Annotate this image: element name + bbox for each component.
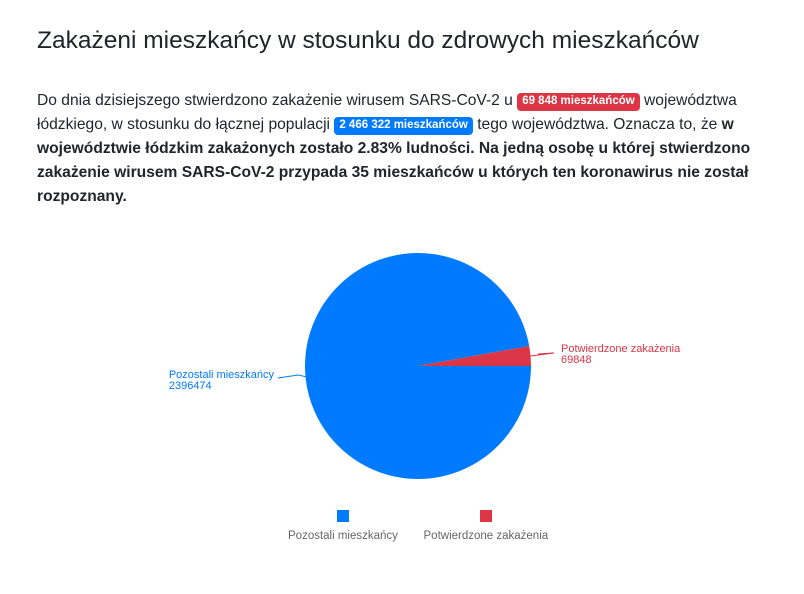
callout-line-potwierdzone-zakazenia <box>531 353 554 356</box>
callout-line-pozostali-mieszkancy <box>278 375 306 378</box>
population-count-badge: 2 466 322 mieszkańców <box>334 117 473 135</box>
callout-value-pozostali-mieszkancy: 2396474 <box>168 380 212 392</box>
summary-bold-text: w województwie łódzkim zakażonych zostało 2.83% ludności. Na jedną osobę u której stwierdzono zakażenie wirusem SARS-CoV-2 przypada 35 mieszkańców u których ten koronawirus nie został rozpoznany. <box>37 116 751 205</box>
legend-item-potwierdzone-zakazenia[interactable] <box>424 509 549 542</box>
summary-text-2: województwa łódzkiego, w stosunku do łącznej populacji <box>37 92 737 133</box>
page-title: Zakażeni mieszkańcy w stosunku do zdrowych mieszkańców <box>37 27 699 54</box>
summary-text-1: Do dnia dzisiejszego stwierdzono zakażenie wirusem SARS-CoV-2 u <box>37 92 513 109</box>
infected-count-badge: 69 848 mieszkańców <box>517 93 640 111</box>
summary-text-3: tego województwa. Oznacza to, że <box>477 116 718 133</box>
callout-value-potwierdzone-zakazenia: 69848 <box>561 354 592 366</box>
callout-label-pozostali-mieszkancy: Pozostali mieszkańcy <box>168 369 274 381</box>
legend-label: Pozostali mieszkańcy <box>288 530 398 542</box>
legend-label: Potwierdzone zakażenia <box>423 530 549 542</box>
legend-item-pozostali-mieszkancy[interactable] <box>288 509 398 542</box>
chart-legend <box>0 509 804 549</box>
legend-swatch <box>480 510 492 522</box>
legend-swatch <box>337 510 349 522</box>
callout-label-potwierdzone-zakazenia: Potwierdzone zakażenia <box>561 343 681 355</box>
